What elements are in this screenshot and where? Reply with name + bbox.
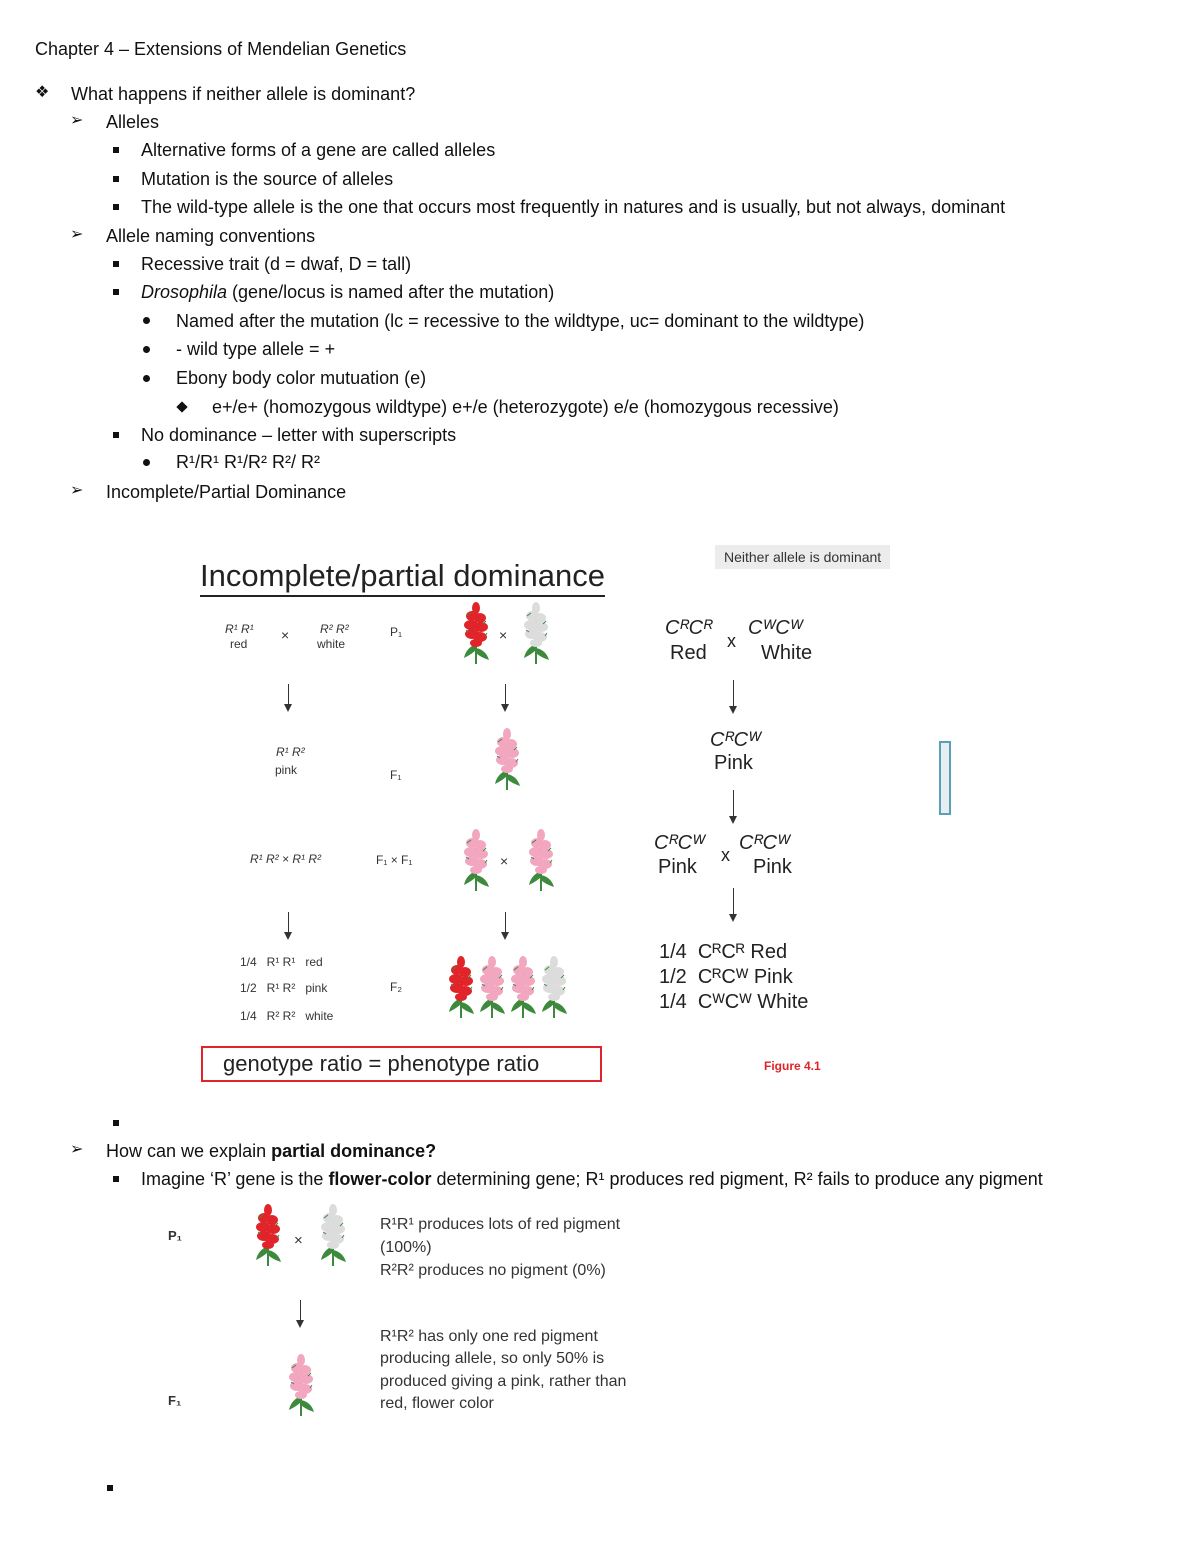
drosophila-italic: Drosophila	[141, 282, 228, 302]
right-f2-red: 1/4 CᴿCᴿ Red	[659, 941, 788, 963]
partial-item-1-post: determining gene; R¹ produces red pigment, R² fails to produce any pigment	[431, 1169, 1043, 1189]
f1-color: pink	[275, 763, 298, 777]
round-bullet-icon	[143, 375, 150, 382]
figure-label: Figure 4.1	[764, 1059, 821, 1073]
right-cross-x: x	[727, 631, 736, 651]
pink-flower-icon	[461, 825, 491, 893]
alleles-item-3: The wild-type allele is the one that occurs most frequently in natures and is usually, but not always, dominant	[141, 197, 1006, 217]
round-bullet-icon	[143, 346, 150, 353]
fig2-text-2c: produced giving a pink, rather than	[380, 1373, 627, 1390]
cross-sign: ×	[500, 853, 509, 869]
right-f1c-left-color: Pink	[658, 856, 697, 878]
p1-left-color: red	[230, 637, 248, 651]
square-bullet-icon	[113, 261, 119, 267]
neither-dominant-label: Neither allele is dominant	[715, 545, 890, 569]
question-neither-dominant: What happens if neither allele is dominant?	[71, 84, 416, 104]
round-bullet-icon	[143, 317, 150, 324]
right-p-left-genotype: CᴿCᴿ	[665, 617, 713, 639]
right-f1c-right-color: Pink	[753, 856, 792, 878]
f2-row-white: 1/4 R² R² white	[240, 1009, 334, 1023]
square-bullet-icon	[113, 204, 119, 210]
figure-title: Incomplete/partial dominance	[200, 558, 605, 597]
incomplete-heading: Incomplete/Partial Dominance	[106, 482, 347, 502]
gen-f1-label: F₁	[390, 768, 402, 782]
down-arrow-icon	[288, 912, 289, 938]
alleles-item-1: Alternative forms of a gene are called alleles	[141, 140, 496, 160]
page-title: Chapter 4 – Extensions of Mendelian Genetics	[35, 39, 407, 59]
gen-p1-label: P₁	[390, 625, 403, 639]
right-p-left-color: Red	[670, 642, 707, 664]
right-p-right-color: White	[761, 642, 813, 664]
down-arrow-icon	[505, 684, 506, 710]
fig2-text-2d: red, flower color	[380, 1395, 494, 1412]
red-flower-icon	[446, 952, 476, 1020]
pink-flower-icon	[477, 952, 507, 1020]
naming-item-1: Recessive trait (d = dwaf, D = tall)	[141, 254, 412, 274]
square-bullet-icon	[113, 176, 119, 182]
down-arrow-icon	[300, 1300, 301, 1326]
square-bullet-icon	[113, 289, 119, 295]
red-flower-icon	[461, 598, 491, 666]
naming-item-2-rest: (gene/locus is named after the mutation)	[227, 282, 555, 302]
partial-item-1	[141, 1168, 1043, 1190]
partial-heading-bold: partial dominance?	[271, 1141, 437, 1161]
naming-item-2b: - wild type allele = +	[176, 339, 336, 359]
naming-item-3a: R¹/R¹ R¹/R² R²/ R²	[176, 452, 320, 472]
cross-sign: ×	[294, 1232, 303, 1249]
down-arrow-icon	[288, 684, 289, 710]
right-f1c-right-genotype: CᴿCᵂ	[739, 832, 790, 854]
diamond-bullet-icon: ❖	[35, 84, 50, 101]
arrow-bullet-icon: ➢	[70, 1141, 84, 1158]
f2-row-pink: 1/2 R¹ R² pink	[240, 981, 328, 995]
naming-item-2a: Named after the mutation (lc = recessive to the wildtype, uc= dominant to the wildtype)	[176, 311, 865, 331]
ratio-box: genotype ratio = phenotype ratio	[201, 1046, 602, 1082]
square-bullet-icon	[107, 1485, 113, 1491]
gen-f2-label: F₂	[390, 980, 402, 994]
partial-heading	[106, 1140, 436, 1162]
round-bullet-icon	[143, 459, 150, 466]
white-flower-icon	[539, 952, 569, 1020]
partial-item-1-bold: flower-color	[328, 1169, 432, 1189]
fig2-text-1c: R²R² produces no pigment (0%)	[380, 1262, 606, 1279]
p1-right-genotype: R² R²	[320, 622, 349, 636]
fig2-text-1a: R¹R¹ produces lots of red pigment	[380, 1216, 621, 1233]
partial-item-1-pre: Imagine ‘R’ gene is the	[141, 1169, 329, 1189]
naming-item-3: No dominance – letter with superscripts	[141, 425, 457, 445]
arrow-bullet-icon: ➢	[70, 112, 84, 129]
white-flower-icon	[318, 1200, 348, 1268]
fig2-f1-label: F₁	[168, 1393, 182, 1408]
cross-sign: ×	[281, 627, 290, 643]
down-arrow-icon	[505, 912, 506, 938]
right-f2-white: 1/4 CᵂCᵂ White	[659, 991, 809, 1013]
naming-item-2	[141, 281, 554, 303]
right-f1c-left-genotype: CᴿCᵂ	[654, 832, 705, 854]
alleles-item-2: Mutation is the source of alleles	[141, 169, 394, 189]
diamond-bullet-icon	[176, 401, 187, 412]
arrow-bullet-icon: ➢	[70, 226, 84, 243]
red-flower-icon	[253, 1200, 283, 1268]
square-bullet-icon	[113, 432, 119, 438]
naming-item-2c: Ebony body color mutuation (e)	[176, 368, 427, 388]
naming-heading: Allele naming conventions	[106, 226, 316, 246]
fig2-text-1b: (100%)	[380, 1239, 432, 1256]
alleles-heading: Alleles	[106, 112, 160, 132]
f1-genotype: R¹ R²	[276, 745, 305, 759]
fig2-text-2b: producing allele, so only 50% is	[380, 1350, 605, 1367]
f2-row-red: 1/4 R¹ R¹ red	[240, 955, 323, 969]
white-flower-icon	[521, 598, 551, 666]
down-arrow-icon	[733, 680, 734, 712]
pink-flower-icon	[492, 724, 522, 792]
pink-flower-icon	[526, 825, 556, 893]
fig2-text-2a: R¹R² has only one red pigment	[380, 1328, 598, 1345]
square-bullet-icon	[113, 1176, 119, 1182]
right-f1-color: Pink	[714, 752, 753, 774]
square-bullet-icon	[113, 1120, 119, 1126]
arrow-bullet-icon: ➢	[70, 482, 84, 499]
down-arrow-icon	[733, 790, 734, 822]
fig2-p1-label: P₁	[168, 1228, 183, 1243]
right-f2-pink: 1/2 CᴿCᵂ Pink	[659, 966, 793, 988]
right-f1-genotype: CᴿCᵂ	[710, 729, 761, 751]
p1-right-color: white	[317, 637, 346, 651]
partial-heading-pre: How can we explain	[106, 1141, 272, 1161]
right-p-right-genotype: CᵂCᵂ	[748, 617, 803, 639]
pink-flower-icon	[286, 1348, 316, 1420]
gen-f1xf1-label: F₁ × F₁	[376, 853, 413, 867]
square-bullet-icon	[113, 147, 119, 153]
down-arrow-icon	[733, 888, 734, 920]
cross-sign: ×	[499, 627, 508, 643]
f1-cross-genotypes: R¹ R² × R¹ R²	[250, 852, 321, 866]
pink-flower-icon	[508, 952, 538, 1020]
naming-item-2c-i: e+/e+ (homozygous wildtype) e+/e (heterozygote) e/e (homozygous recessive)	[212, 397, 839, 417]
side-bar-shape	[939, 741, 951, 815]
p1-left-genotype: R¹ R¹	[225, 622, 254, 636]
right-cross-x: x	[721, 845, 730, 865]
